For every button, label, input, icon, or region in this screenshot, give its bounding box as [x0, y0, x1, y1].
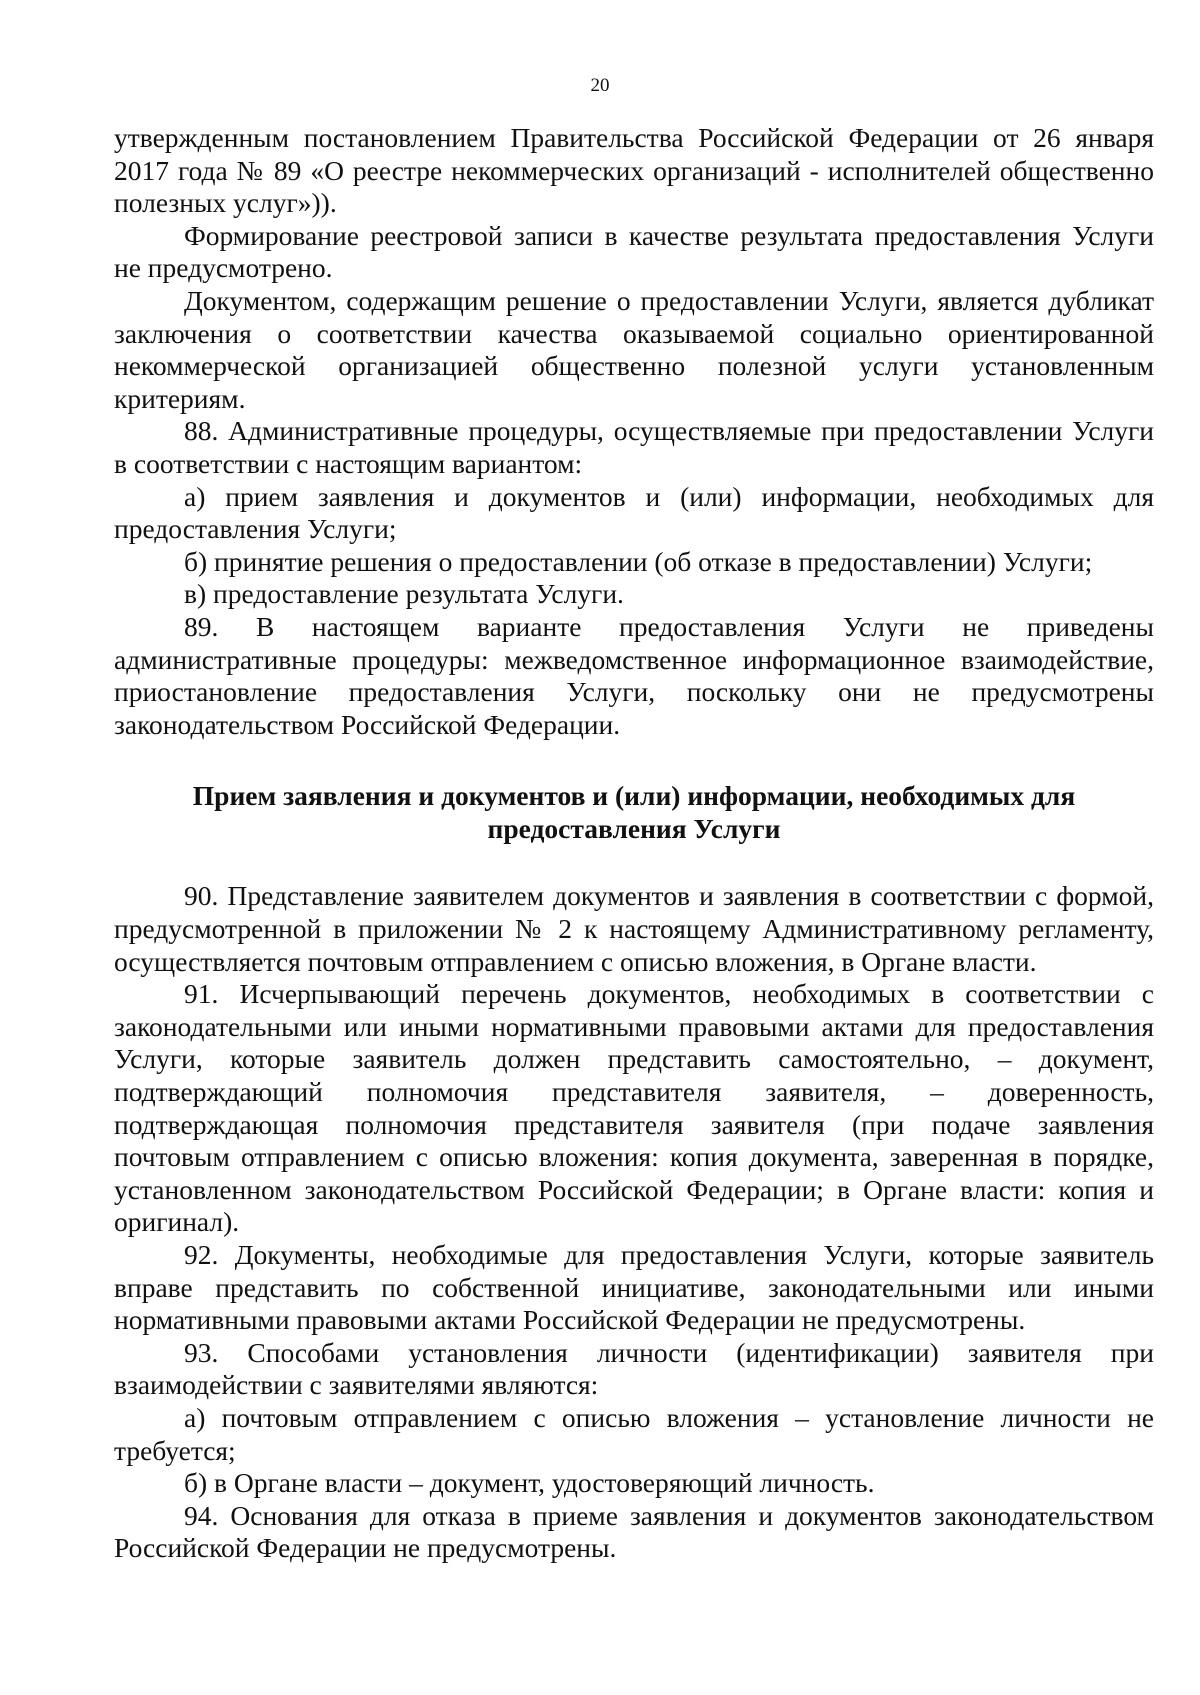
list-item-b: б) в Органе власти – документ, удостоверяющий личность. — [184, 1467, 875, 1499]
paragraph-91: 91. Исчерпывающий перечень документов, необходимых в соответствии с законодательными или иными нормативными правовыми актами для предоставления Услуги, которые заявитель должен представить самостоятельно, – документ, подтверждающий полномочия представителя заявителя, – доверенность, подтверждающая полномочия представителя заявителя (при подаче заявления почтовым отправлением с описью вложения: копия документа, заверенная в порядке, установленном законодательством Российской Федерации; в Органе власти: копия и оригинал). — [114, 978, 1154, 1238]
section-heading-line-1: Прием заявления и документов и (или) информации, необходимых для — [192, 780, 1076, 812]
page-number: 20 — [590, 75, 610, 96]
paragraph: Документом, содержащим решение о предоставлении Услуги, является дубликат заключения о соответствии качества оказываемой социально ориентированной некоммерческой организацией общественно полезной услуги установленным критериям. — [114, 284, 1154, 414]
paragraph: Формирование реестровой записи в качестве результата предоставления Услуги не предусмотрено. — [114, 219, 1154, 284]
paragraph-90: 90. Представление заявителем документов и заявления в соответствии с формой, предусмотренной в приложении № 2 к настоящему Административному регламенту, осуществляется почтовым отправлением с описью вложения, в Органе власти. — [114, 880, 1154, 977]
list-item-v: в) предоставление результата Услуги. — [184, 578, 624, 610]
list-item-b: б) принятие решения о предоставлении (об отказе в предоставлении) Услуги; — [184, 545, 1093, 577]
document-body — [114, 122, 1154, 1565]
list-item-a: а) почтовым отправлением с описью вложения – установление личности не требуется; — [114, 1401, 1154, 1466]
section-heading — [114, 780, 1154, 845]
paragraph: утвержденным постановлением Правительства Российской Федерации от 26 января 2017 года № 89 «О реестре некоммерческих организаций - исполнителей общественно полезных услуг»)). — [114, 122, 1154, 219]
section-heading-line-2: предоставления Услуги — [487, 812, 781, 844]
paragraph-88: 88. Административные процедуры, осуществляемые при предоставлении Услуги в соответствии с настоящим вариантом: — [114, 415, 1154, 479]
list-item-a: а) прием заявления и документов и (или) информации, необходимых для предоставления Услуги; — [114, 480, 1154, 545]
paragraph-93: 93. Способами установления личности (идентификации) заявителя при взаимодействии с заявителями являются: — [114, 1336, 1154, 1401]
paragraph-92: 92. Документы, необходимые для предоставления Услуги, которые заявитель вправе представить по собственной инициативе, законодательными или иными нормативными правовыми актами Российской Федерации не предусмотрены. — [114, 1239, 1154, 1336]
paragraph-94: 94. Основания для отказа в приеме заявления и документов законодательством Российской Федерации не предусмотрены. — [114, 1499, 1154, 1564]
paragraph-89: 89. В настоящем варианте предоставления Услуги не приведены административные процедуры: межведомственное информационное взаимодействие, приостановление предоставления Услуги, поскольку они не предусмотрены законодательством Российской Федерации. — [114, 610, 1154, 740]
